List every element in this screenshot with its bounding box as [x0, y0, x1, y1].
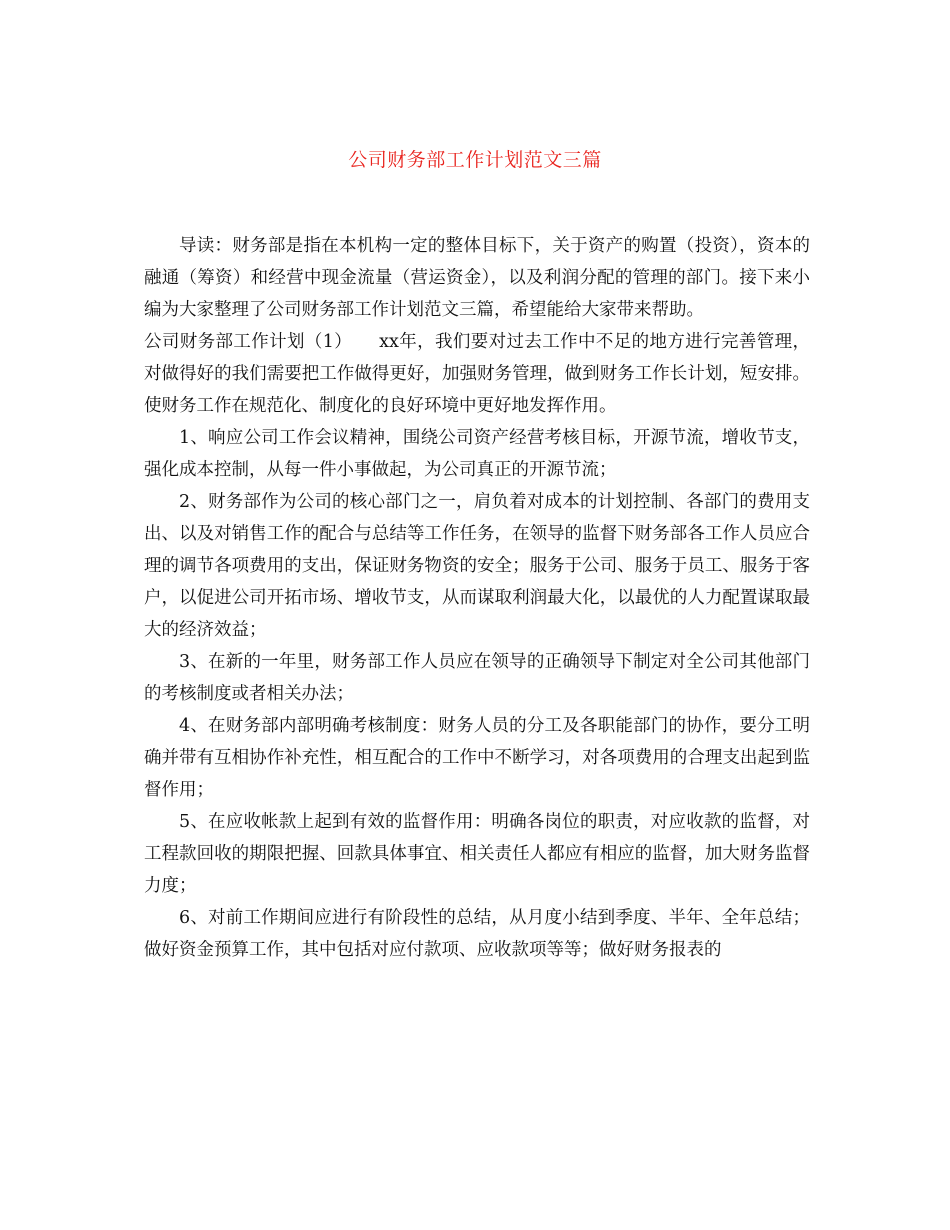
item-6-paragraph: 6、对前工作期间应进行有阶段性的总结，从月度小结到季度、半年、全年总结；做好资金预算工作，其中包括对应付款项、应收款项等等；做好财务报表的 — [144, 908, 810, 960]
item-2-paragraph: 2、财务部作为公司的核心部门之一，肩负着对成本的计划控制、各部门的费用支出、以及对销售工作的配合与总结等工作任务，在领导的监督下财务部各工作人员应合理的调节各项费用的支出，保证财务物资的安全；服务于公司、服务于员工、服务于客户，以促进公司开拓市场、增收节支，从而谋取利润最大化，以最优的人力配置谋取最大的经济效益； — [144, 492, 810, 640]
item-4-paragraph: 4、在财务部内部明确考核制度：财务人员的分工及各职能部门的协作，要分工明确并带有互相协作补充性，相互配合的工作中不断学习，对各项费用的合理支出起到监督作用； — [144, 716, 810, 800]
document-title: 公司财务部工作计划范文三篇 — [348, 149, 602, 171]
document-body — [144, 230, 810, 966]
plan-heading-paragraph: 公司财务部工作计划（1） xx年，我们要对过去工作中不足的地方进行完善管理，对做得好的我们需要把工作做得更好，加强财务管理，做到财务工作长计划，短安排。使财务工作在规范化、制度化的良好环境中更好地发挥作用。 — [144, 332, 810, 416]
item-3-paragraph: 3、在新的一年里，财务部工作人员应在领导的正确领导下制定对全公司其他部门的考核制度或者相关办法； — [144, 652, 810, 704]
intro-paragraph: 导读：财务部是指在本机构一定的整体目标下，关于资产的购置（投资），资本的融通（筹资）和经营中现金流量（营运资金），以及利润分配的管理的部门。接下来小编为大家整理了公司财务部工作计划范文三篇，希望能给大家带来帮助。 — [144, 236, 810, 320]
item-1-paragraph: 1、响应公司工作会议精神，围绕公司资产经营考核目标，开源节流，增收节支，强化成本控制，从每一件小事做起，为公司真正的开源节流； — [144, 428, 810, 480]
item-5-paragraph: 5、在应收帐款上起到有效的监督作用：明确各岗位的职责，对应收款的监督，对工程款回收的期限把握、回款具体事宜、相关责任人都应有相应的监督，加大财务监督力度； — [144, 812, 810, 896]
